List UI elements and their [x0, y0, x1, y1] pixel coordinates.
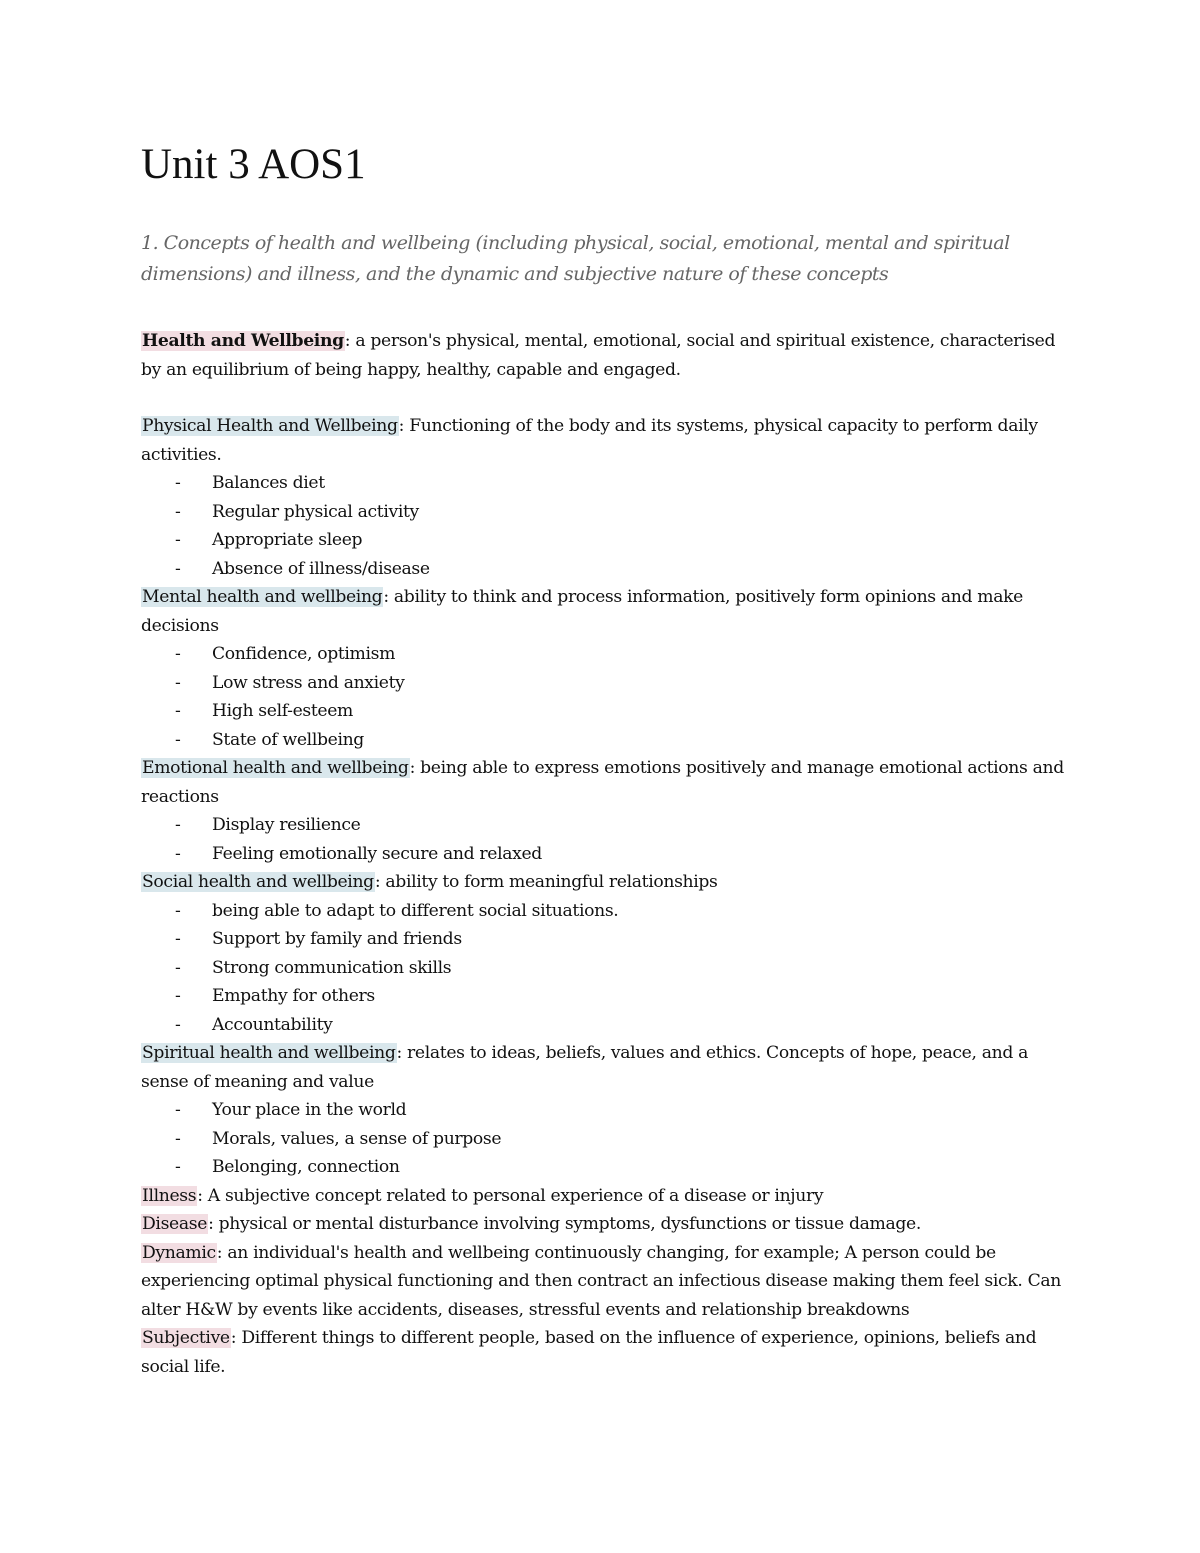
definition-physical — [141, 412, 1066, 469]
bullet-dash: - — [175, 1100, 181, 1120]
definition-subjective — [141, 1324, 1066, 1381]
bullet-text: Morals, values, a sense of purpose — [212, 1128, 502, 1149]
bullet-text: High self-esteem — [212, 701, 354, 721]
definition-text: : ability to form meaningful relationships — [374, 872, 718, 892]
bullet-list-spiritual — [141, 1096, 1066, 1182]
term-health-wellbeing: Health and Wellbeing — [142, 331, 344, 351]
term-subjective: Subjective — [142, 1328, 230, 1348]
bullet-text: Low stress and anxiety — [212, 672, 405, 693]
bullet-text: Empathy for others — [212, 986, 375, 1006]
bullet-item — [141, 954, 1066, 983]
definition-emotional — [141, 754, 1066, 811]
definition-text: : Functioning of the body and its systems, physical capacity to perform daily activities. — [141, 416, 1038, 465]
bullet-dash: - — [175, 1128, 181, 1149]
definition-text: : A subjective concept related to personal experience of a disease or injury — [197, 1185, 824, 1206]
paragraph-gap — [141, 384, 1066, 412]
bullet-item — [141, 982, 1066, 1011]
definition-spiritual — [141, 1039, 1066, 1096]
definition-social — [141, 868, 1066, 897]
bullet-dash: - — [175, 501, 181, 522]
bullet-dash: - — [175, 1014, 181, 1035]
bullet-list-emotional — [141, 811, 1066, 868]
bullet-item — [141, 1153, 1066, 1182]
bullet-item — [141, 1096, 1066, 1125]
bullet-text: Confidence, optimism — [212, 644, 396, 664]
bullet-text: Appropriate sleep — [212, 530, 363, 550]
bullet-item — [141, 469, 1066, 498]
bullet-dash: - — [175, 729, 181, 750]
bullet-item — [141, 897, 1066, 926]
bullet-dash: - — [175, 986, 181, 1006]
bullet-text: Feeling emotionally secure and relaxed — [212, 843, 542, 864]
bullet-list-mental — [141, 640, 1066, 754]
bullet-item — [141, 840, 1066, 869]
definition-text: : Different things to different people, based on the influence of experience, opinions, beliefs and social life. — [141, 1328, 1037, 1377]
term-mental: Mental health and wellbeing — [142, 587, 383, 607]
term-disease: Disease — [142, 1214, 208, 1234]
bullet-dash: - — [175, 701, 181, 721]
bullet-text: Regular physical activity — [212, 501, 419, 522]
bullet-item — [141, 526, 1066, 555]
definition-text: : ability to think and process information, positively form opinions and make decisions — [141, 587, 1023, 636]
definition-text: : a person's physical, mental, emotional, social and spiritual existence, characterised by an equilibrium of being happy, healthy, capable and engaged. — [141, 331, 1056, 380]
term-illness: Illness — [142, 1185, 197, 1206]
bullet-text: Your place in the world — [212, 1100, 407, 1120]
bullet-dash: - — [175, 473, 181, 493]
term-dynamic: Dynamic — [142, 1242, 216, 1263]
bullet-list-social — [141, 897, 1066, 1040]
bullet-item — [141, 555, 1066, 584]
bullet-item — [141, 1011, 1066, 1040]
definition-health-wellbeing — [141, 327, 1066, 384]
definition-mental — [141, 583, 1066, 640]
term-social: Social health and wellbeing — [142, 872, 374, 892]
bullet-item — [141, 697, 1066, 726]
definition-disease — [141, 1210, 1066, 1239]
bullet-dash: - — [175, 843, 181, 864]
definition-text: : relates to ideas, beliefs, values and ethics. Concepts of hope, peace, and a sense of meaning and value — [141, 1043, 1028, 1092]
bullet-item — [141, 925, 1066, 954]
bullet-item — [141, 811, 1066, 840]
bullet-list-physical — [141, 469, 1066, 583]
bullet-dash: - — [175, 530, 181, 550]
bullet-text: Support by family and friends — [212, 929, 462, 949]
subtitle: 1. Concepts of health and wellbeing (including physical, social, emotional, mental and spiritual dimensions) and illness, and the dynamic and subjective nature of these concepts — [141, 232, 1010, 285]
bullet-text: Absence of illness/disease — [212, 558, 430, 579]
bullet-dash: - — [175, 672, 181, 693]
term-spiritual: Spiritual health and wellbeing — [142, 1043, 396, 1063]
definition-text: : physical or mental disturbance involving symptoms, dysfunctions or tissue damage. — [208, 1214, 921, 1234]
bullet-text: State of wellbeing — [212, 729, 364, 750]
bullet-dash: - — [175, 558, 181, 579]
bullet-item — [141, 640, 1066, 669]
bullet-dash: - — [175, 1157, 181, 1177]
bullet-item — [141, 1125, 1066, 1154]
definition-dynamic — [141, 1239, 1066, 1325]
definition-text: : an individual's health and wellbeing continuously changing, for example; A person could be experiencing optimal physical functioning and then contract an infectious disease making them feel sick. Can alter H&W by events like accidents, diseases, stressful events and relationship breakdowns — [141, 1242, 1062, 1320]
term-emotional: Emotional health and wellbeing — [142, 758, 409, 778]
bullet-text: Accountability — [212, 1014, 333, 1035]
bullet-dash: - — [175, 929, 181, 949]
bullet-dash: - — [175, 957, 181, 978]
bullet-dash: - — [175, 900, 181, 921]
bullet-dash: - — [175, 644, 181, 664]
definition-illness — [141, 1182, 1066, 1211]
definition-text: : being able to express emotions positively and manage emotional actions and reactions — [141, 758, 1064, 807]
page-title: Unit 3 AOS1 — [141, 141, 366, 188]
bullet-item — [141, 498, 1066, 527]
bullet-text: Balances diet — [212, 473, 325, 493]
bullet-dash: - — [175, 815, 181, 835]
document-body — [141, 327, 1066, 1381]
bullet-text: Display resilience — [212, 815, 361, 835]
bullet-text: Strong communication skills — [212, 957, 452, 978]
bullet-text: Belonging, connection — [212, 1157, 400, 1177]
bullet-text: being able to adapt to different social situations. — [212, 900, 619, 921]
bullet-item — [141, 726, 1066, 755]
bullet-item — [141, 669, 1066, 698]
term-physical: Physical Health and Wellbeing — [142, 416, 398, 436]
